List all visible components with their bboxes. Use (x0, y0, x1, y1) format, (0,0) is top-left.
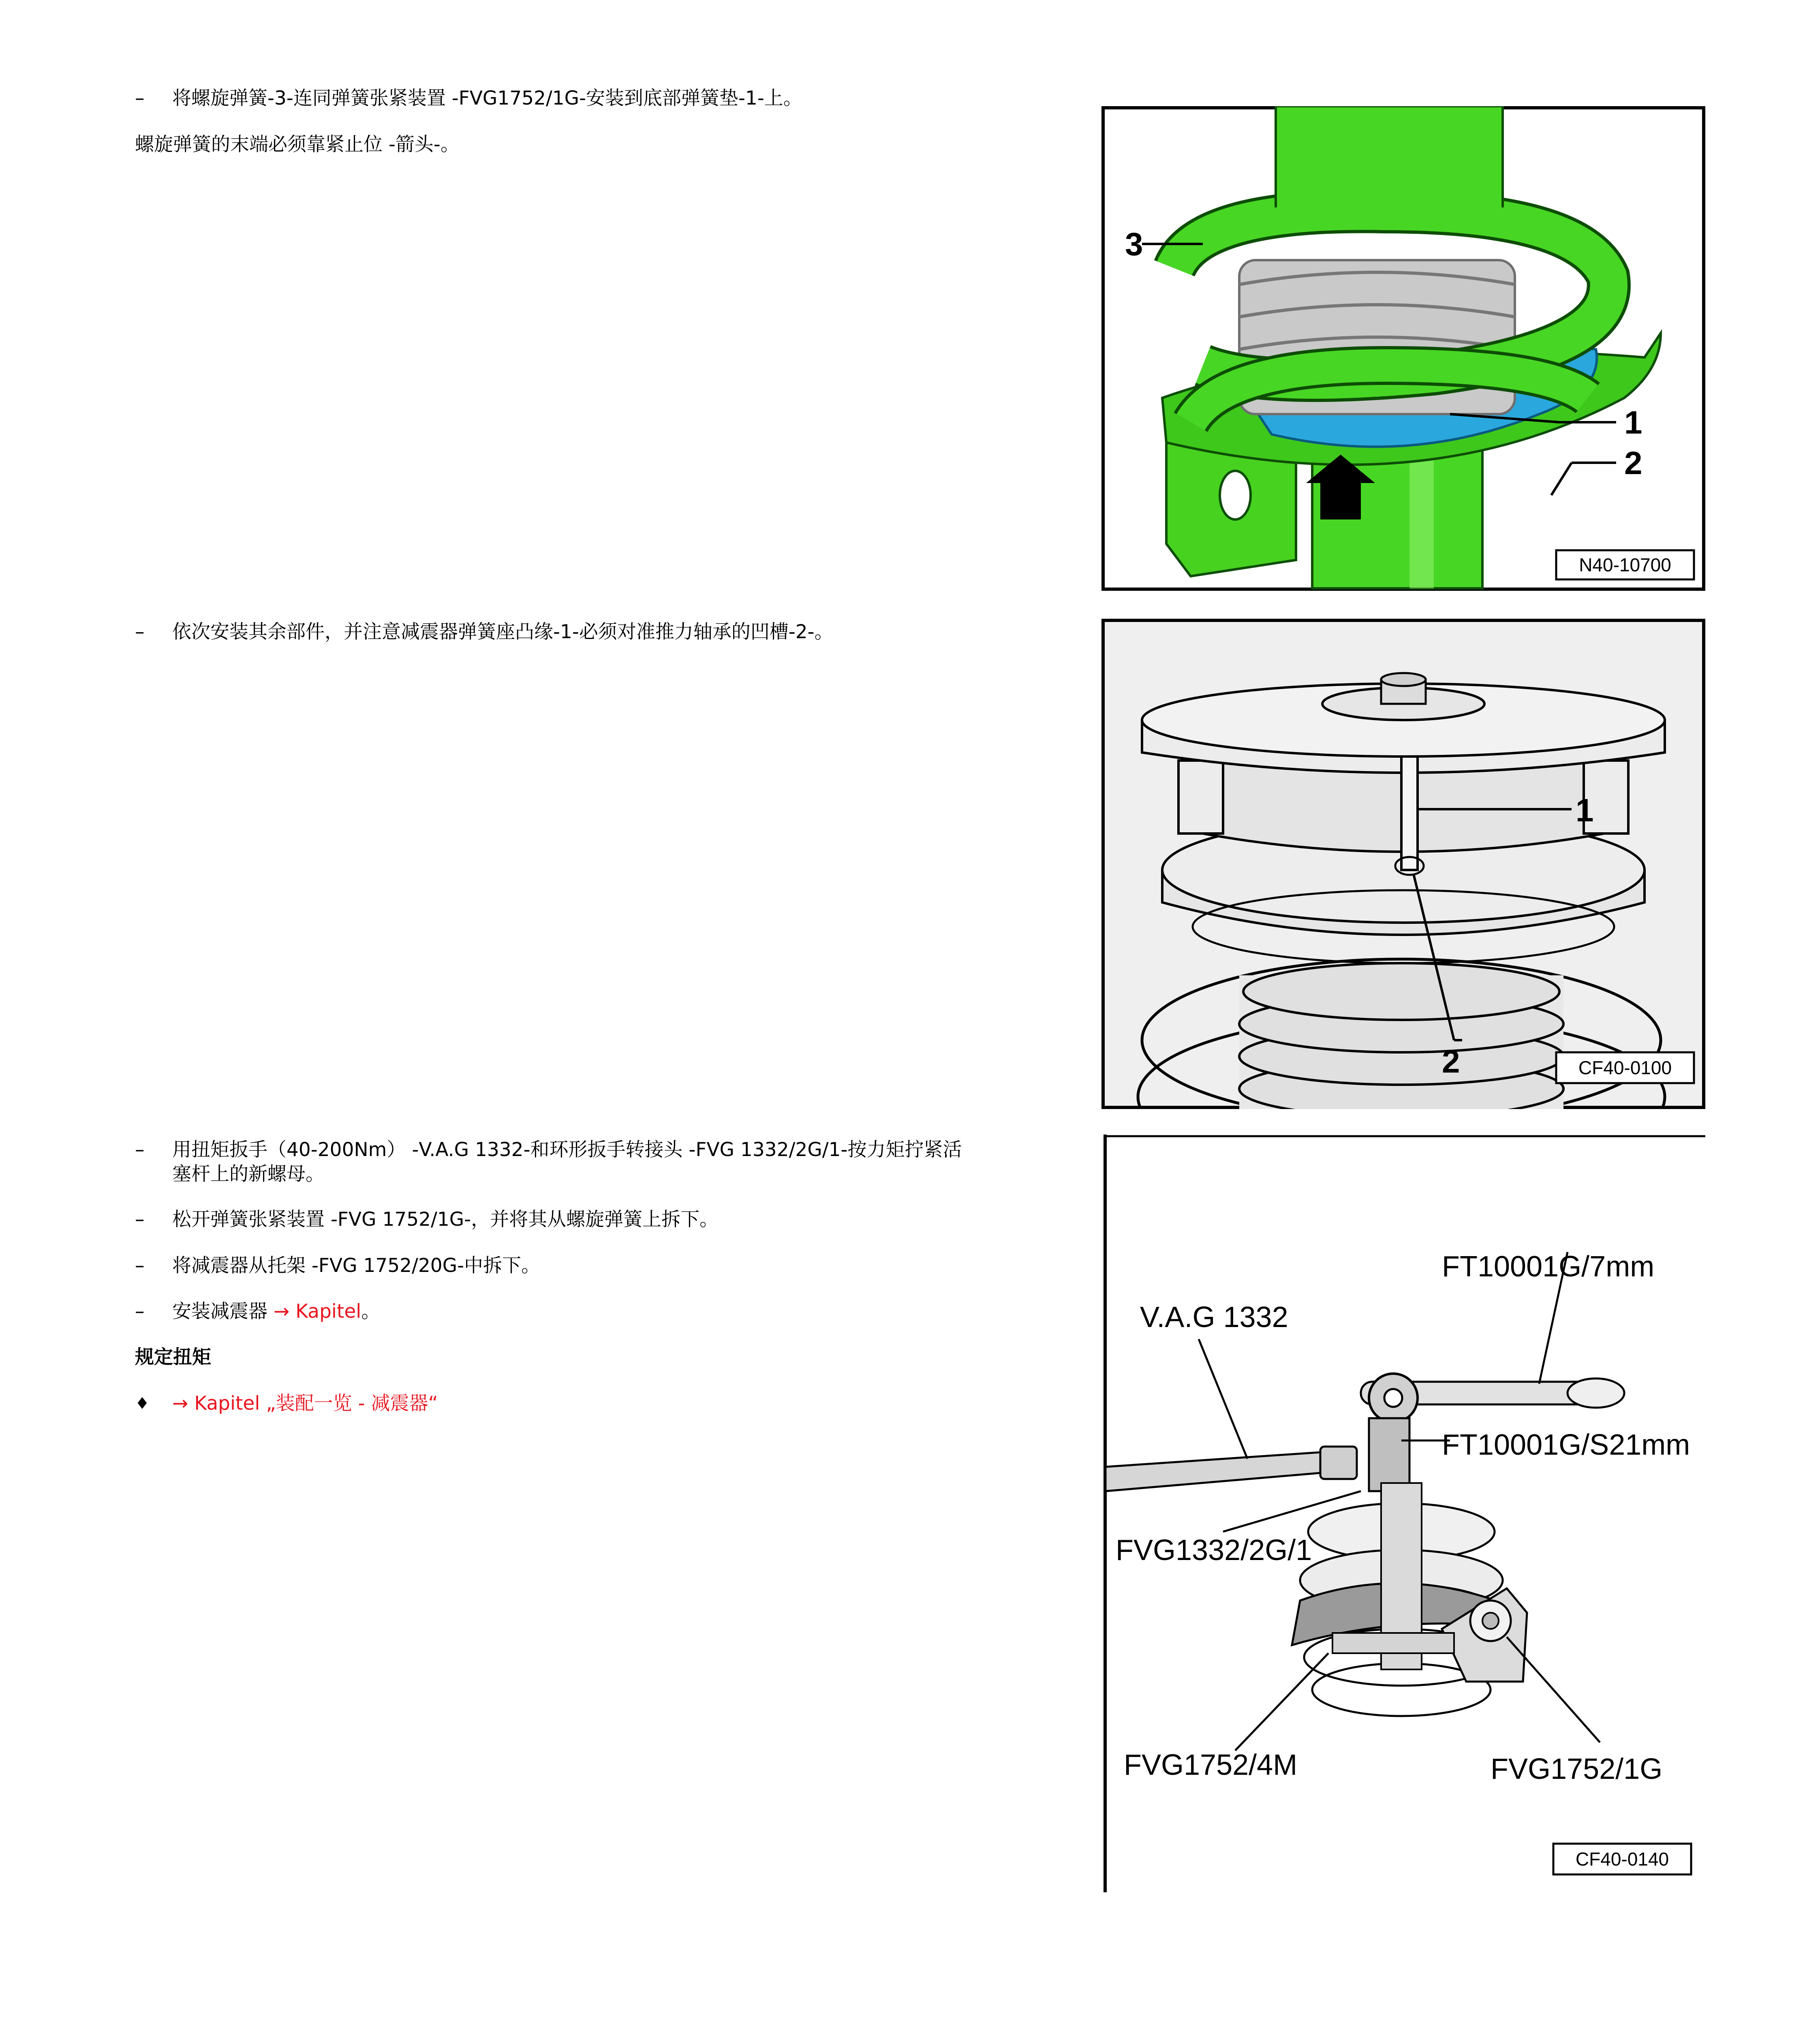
list-dash: – (135, 1254, 145, 1277)
label-1: 1 (1576, 792, 1594, 828)
list-dash: – (135, 621, 145, 643)
bullet-diamond: ♦ (135, 1394, 150, 1413)
label-fvg1752-1g: FVG1752/1G (1491, 1753, 1663, 1785)
step-remove-shock: 将减震器从托架 -FVG 1752/20G-中拆下。 (172, 1254, 541, 1277)
step-torque-nut-line1: 用扭矩扳手（40-200Nm） -V.A.G 1332-和环形扳手转接头 -FVG 1332/2G/1-按力矩拧紧活 (172, 1139, 962, 1161)
figure-code: N40-10700 (1579, 554, 1671, 575)
label-ft10001g-s21mm: FT10001G/S21mm (1442, 1429, 1690, 1461)
step-torque-nut-line2: 塞杆上的新螺母。 (172, 1163, 325, 1185)
figure-strut-mount-alignment (1101, 619, 1705, 1109)
label-fvg1332-2g-1: FVG1332/2G/1 (1116, 1534, 1312, 1567)
label-2: 2 (1624, 445, 1642, 481)
label-vag-1332: V.A.G 1332 (1140, 1301, 1288, 1334)
list-dash: – (135, 1139, 145, 1161)
figure-torque-tools (1101, 1135, 1705, 1892)
label-ft10001g-7mm: FT10001G/7mm (1442, 1250, 1655, 1283)
kapitel-link[interactable]: → Kapitel (273, 1300, 361, 1323)
label-2: 2 (1442, 1043, 1460, 1079)
step-release-tensioner: 松开弹簧张紧装置 -FVG 1752/1G-，并将其从螺旋弹簧上拆下。 (172, 1208, 719, 1231)
label-fvg1752-4m: FVG1752/4M (1124, 1749, 1298, 1781)
torque-kapitel-link[interactable]: → Kapitel „装配一览 - 减震器“ (172, 1392, 438, 1415)
step-install-shock (172, 1299, 380, 1324)
list-dash: – (135, 1208, 145, 1231)
torque-heading: 规定扭矩 (135, 1346, 211, 1368)
figure-spring-installation (1101, 106, 1705, 591)
step-install-shock-text: 安装减震器 (172, 1300, 274, 1323)
list-dash: – (135, 87, 145, 109)
step-spring-note: 螺旋弹簧的末端必须靠紧止位 -箭头-。 (135, 133, 460, 156)
step-install-remaining: 依次安装其余部件，并注意减震器弹簧座凸缘-1-必须对准推力轴承的凹槽-2-。 (172, 621, 834, 643)
figure-code: CF40-0140 (1575, 1849, 1669, 1870)
label-1: 1 (1624, 404, 1642, 440)
label-3: 3 (1125, 226, 1143, 262)
step-install-spring: 将螺旋弹簧-3-连同弹簧张紧装置 -FVG1752/1G-安装到底部弹簧垫-1-上。 (172, 87, 802, 109)
step-install-shock-suffix: 。 (361, 1300, 381, 1323)
figure-code: CF40-0100 (1578, 1057, 1672, 1078)
list-dash: – (135, 1300, 145, 1323)
